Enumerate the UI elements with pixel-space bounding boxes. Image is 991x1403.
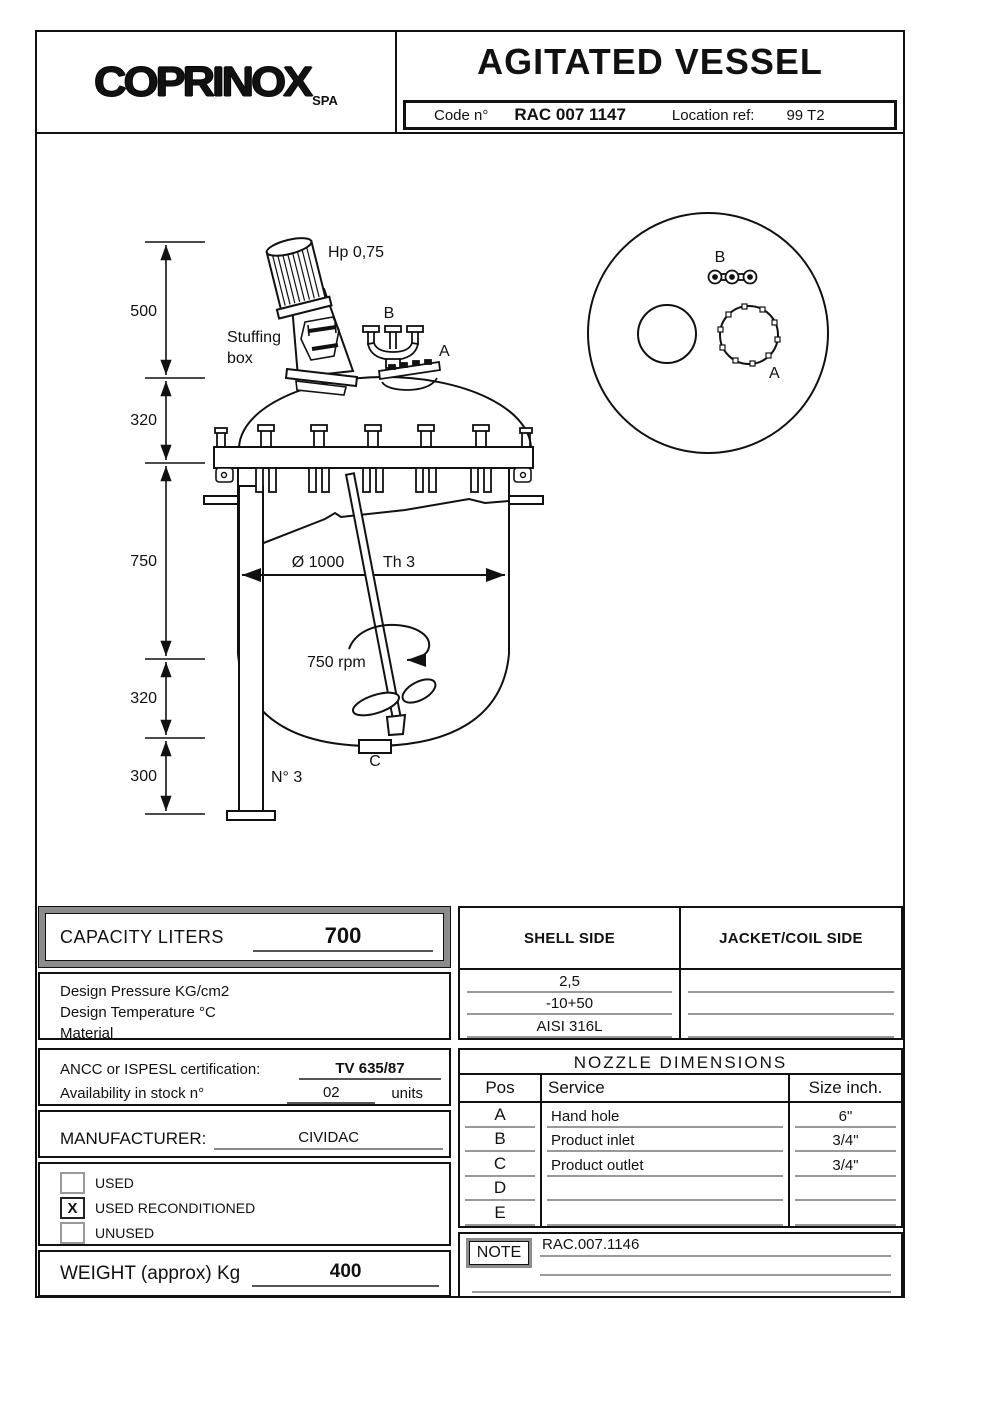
table-row	[460, 970, 901, 993]
note-line-2	[540, 1261, 891, 1276]
unused-label: UNUSED	[95, 1225, 155, 1241]
nozzle-e-service	[547, 1223, 783, 1226]
vessel-side-view	[204, 234, 543, 820]
certification-value: TV 635/87	[299, 1060, 441, 1080]
nozzle-e-pos: E	[465, 1203, 535, 1226]
title-box	[395, 30, 905, 134]
jacket-coil-side-header: JACKET/COIL SIDE	[719, 929, 863, 947]
nozzle-table-title: NOZZLE DIMENSIONS	[460, 1050, 901, 1075]
manufacturer-value: CIVIDAC	[214, 1129, 443, 1150]
dim-300: 300	[130, 768, 157, 785]
weight-label: WEIGHT (approx) Kg	[60, 1262, 241, 1284]
nozzle-d-pos: D	[465, 1178, 535, 1201]
material-jacket	[688, 1035, 894, 1038]
manufacturer-box	[38, 1110, 451, 1158]
logo-box	[35, 30, 397, 134]
capacity-label: CAPACITY LITERS	[60, 926, 224, 947]
material-shell: AISI 316L	[467, 1018, 672, 1038]
code-value: RAC 007 1147	[514, 105, 626, 124]
weight-box	[38, 1250, 451, 1297]
unused-checkbox	[60, 1222, 85, 1244]
design-temperature-label: Design Temperature °C	[60, 1004, 216, 1021]
nozzle-c-service: Product outlet	[547, 1157, 783, 1177]
used-reconditioned-checkbox: X	[60, 1197, 85, 1219]
material-label: Material	[60, 1025, 114, 1042]
used-reconditioned-label: USED RECONDITIONED	[95, 1200, 256, 1216]
stuffing-box-label-1: Stuffing	[227, 329, 281, 346]
design-pressure-label: Design Pressure KG/cm2	[60, 983, 230, 1000]
vessel-top-view	[588, 213, 828, 453]
legs-label: N° 3	[271, 769, 303, 786]
table-row	[460, 1177, 901, 1202]
code-box	[404, 101, 896, 129]
vessel-drawing	[37, 134, 903, 900]
table-row	[460, 1152, 901, 1177]
nozzle-a-service: Hand hole	[547, 1108, 783, 1128]
rpm-label: 750 rpm	[307, 654, 366, 671]
shell-jacket-table	[458, 906, 903, 1040]
pos-header: Pos	[460, 1075, 542, 1101]
certification-label: ANCC or ISPESL certification:	[60, 1061, 261, 1078]
design-temperature-shell: -10+50	[467, 995, 672, 1015]
dim-750: 750	[130, 553, 157, 570]
service-header: Service	[542, 1075, 790, 1101]
size-header: Size inch.	[808, 1078, 883, 1097]
location-ref-label: Location ref:	[671, 106, 755, 124]
table-row	[460, 1103, 901, 1128]
capacity-value: 700	[253, 923, 433, 952]
nozzle-a-side-label: A	[439, 343, 450, 360]
stuffing-box-label-2: box	[227, 350, 253, 367]
stock-units: units	[391, 1085, 423, 1102]
weight-value: 400	[252, 1261, 439, 1287]
nozzle-b-top-label: B	[714, 249, 726, 266]
dim-320-upper: 320	[130, 412, 157, 429]
used-label: USED	[95, 1175, 134, 1191]
table-row	[460, 1015, 901, 1038]
condition-option-unused	[60, 1221, 449, 1245]
capacity-frame	[38, 906, 451, 968]
code-label: Code n°	[434, 106, 489, 124]
stock-value: 02	[287, 1084, 375, 1104]
nozzle-b-size: 3/4"	[795, 1132, 896, 1152]
note-value: RAC.007.1146	[540, 1236, 891, 1257]
dim-500: 500	[130, 303, 157, 320]
coprinox-logo: COPRINOX	[94, 58, 311, 105]
table-row	[460, 1201, 901, 1226]
nozzle-e-size	[795, 1223, 896, 1226]
nozzle-c-size: 3/4"	[795, 1157, 896, 1177]
motor-power-label: Hp 0,75	[328, 244, 385, 261]
design-conditions-box	[38, 972, 451, 1040]
note-label-frame	[466, 1238, 532, 1268]
location-ref-value: 99 T2	[786, 106, 825, 124]
table-row	[460, 1128, 901, 1153]
nozzle-a-size: 6"	[795, 1108, 896, 1128]
nozzle-c-pos: C	[465, 1154, 535, 1177]
certification-box	[38, 1048, 451, 1106]
note-line-3	[472, 1280, 891, 1293]
nozzle-c-label: C	[369, 753, 381, 770]
condition-box	[38, 1162, 451, 1246]
diameter-label: Ø 1000	[291, 554, 345, 571]
nozzle-dimensions-table	[458, 1048, 903, 1228]
design-pressure-shell: 2,5	[467, 973, 672, 993]
nozzle-a-pos: A	[465, 1105, 535, 1128]
nozzle-b-side-label: B	[383, 305, 395, 322]
shell-side-header: SHELL SIDE	[460, 908, 681, 968]
note-box	[458, 1232, 903, 1298]
nozzle-a-top-label: A	[769, 365, 780, 382]
dim-320-lower: 320	[130, 690, 157, 707]
manufacturer-label: MANUFACTURER:	[60, 1129, 207, 1148]
dimension-chain	[145, 242, 205, 814]
condition-option-used-reconditioned	[60, 1196, 449, 1220]
condition-option-used	[60, 1171, 449, 1195]
used-checkbox	[60, 1172, 85, 1194]
nozzle-b-service: Product inlet	[547, 1132, 783, 1152]
nozzle-b-pos: B	[465, 1129, 535, 1152]
stock-label: Availability in stock n°	[60, 1085, 205, 1102]
page-title: AGITATED VESSEL	[477, 41, 823, 82]
table-row	[460, 993, 901, 1016]
logo-suffix: SPA	[312, 93, 338, 108]
note-label: NOTE	[469, 1241, 529, 1265]
thickness-label: Th 3	[382, 554, 416, 571]
